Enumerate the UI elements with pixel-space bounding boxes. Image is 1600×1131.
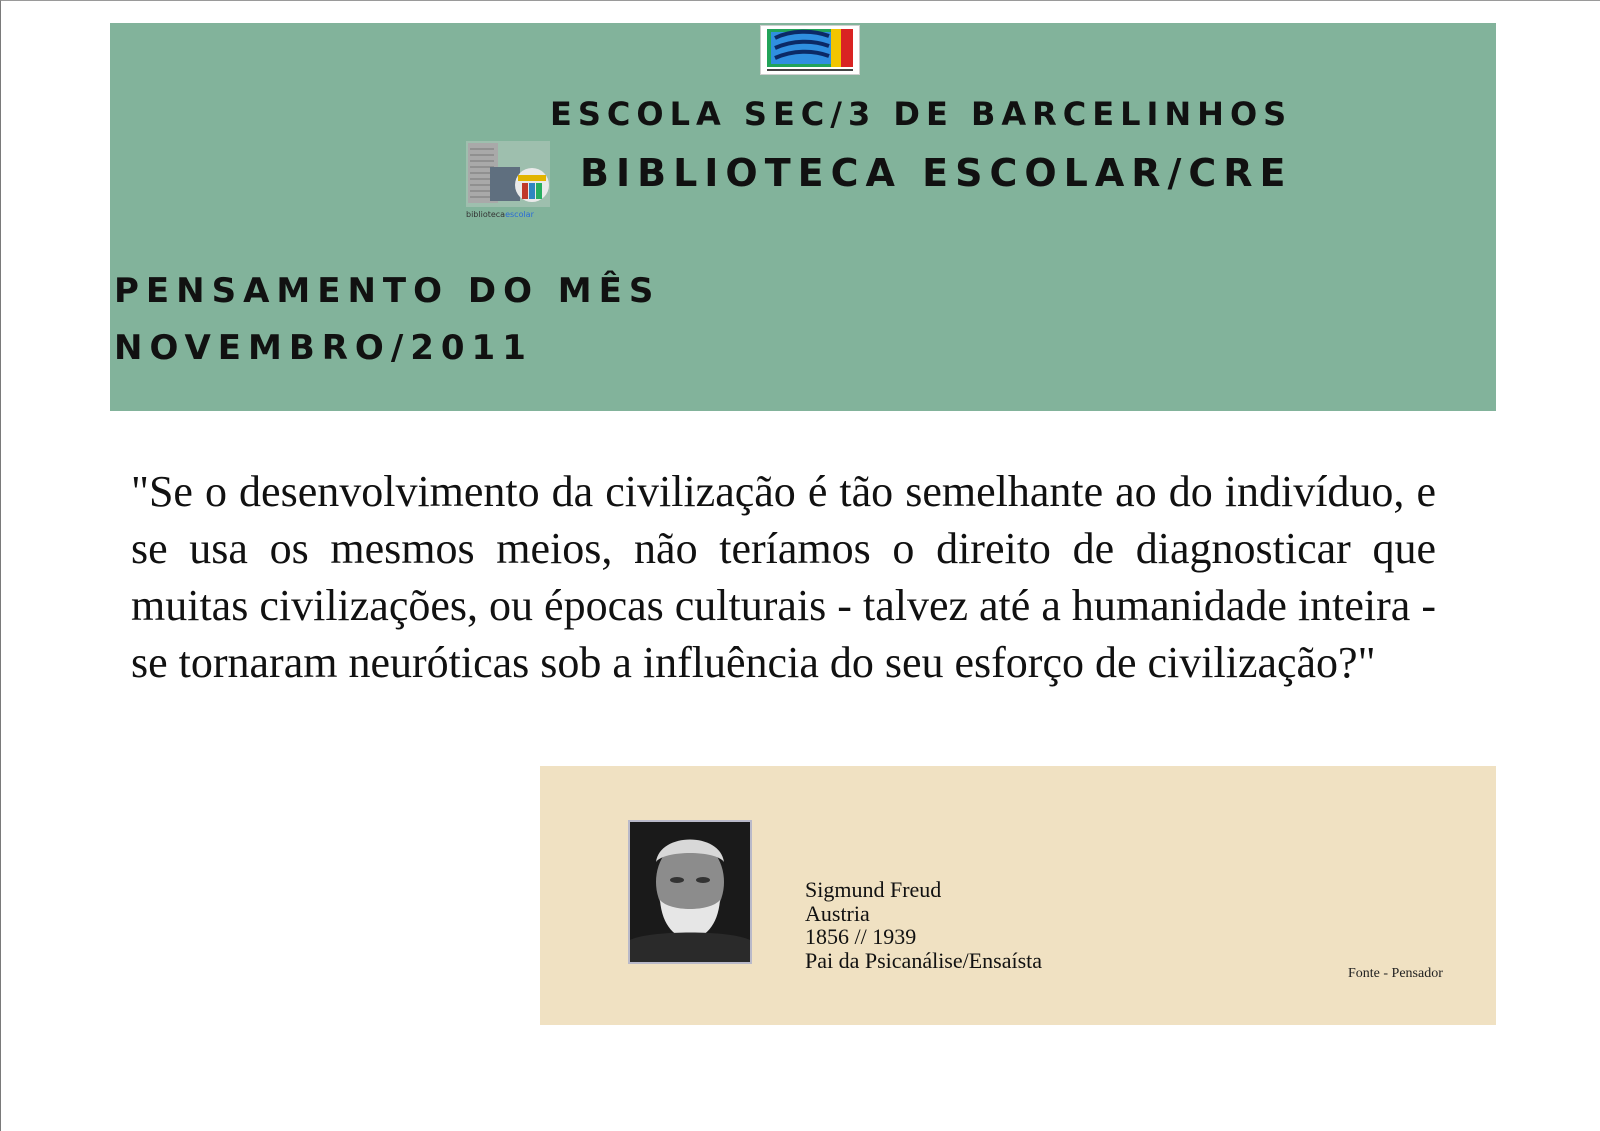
quote-text: "Se o desenvolvimento da civilização é tão semelhante ao do indivíduo, e se usa os mesmos meios, não teríamos o direito de diagnosticar que muitas civilizações, ou épocas culturais - talvez até a humanidade inteira - se tornaram neuróticas sob a influência do seu esforço de civilização?" bbox=[131, 467, 1436, 687]
author-role: Pai da Psicanálise/Ensaísta bbox=[805, 947, 1043, 973]
author-portrait bbox=[628, 820, 752, 964]
section-title: PENSAMENTO DO MÊS bbox=[114, 271, 661, 311]
school-flag-logo-graphic bbox=[761, 26, 859, 74]
author-name: Sigmund Freud bbox=[805, 877, 942, 902]
be-logo-graphic bbox=[466, 141, 550, 207]
header-band bbox=[110, 23, 1496, 411]
author-country: Austria bbox=[805, 900, 870, 926]
author-years: 1856 // 1939 bbox=[805, 924, 917, 949]
be-logo-caption: bibliotecaescolar bbox=[466, 210, 534, 219]
author-box bbox=[540, 766, 1496, 1025]
author-info bbox=[805, 878, 1042, 972]
biblioteca-escolar-logo-icon bbox=[466, 141, 550, 219]
library-name: BIBLIOTECA ESCOLAR/CRE bbox=[580, 151, 1293, 195]
school-name: ESCOLA SEC/3 DE BARCELINHOS bbox=[550, 95, 1293, 133]
source-credit: Fonte - Pensador bbox=[1348, 966, 1443, 981]
author-portrait-graphic bbox=[630, 822, 750, 962]
school-flag-logo-icon bbox=[760, 25, 860, 75]
section-date: NOVEMBRO/2011 bbox=[114, 328, 533, 368]
